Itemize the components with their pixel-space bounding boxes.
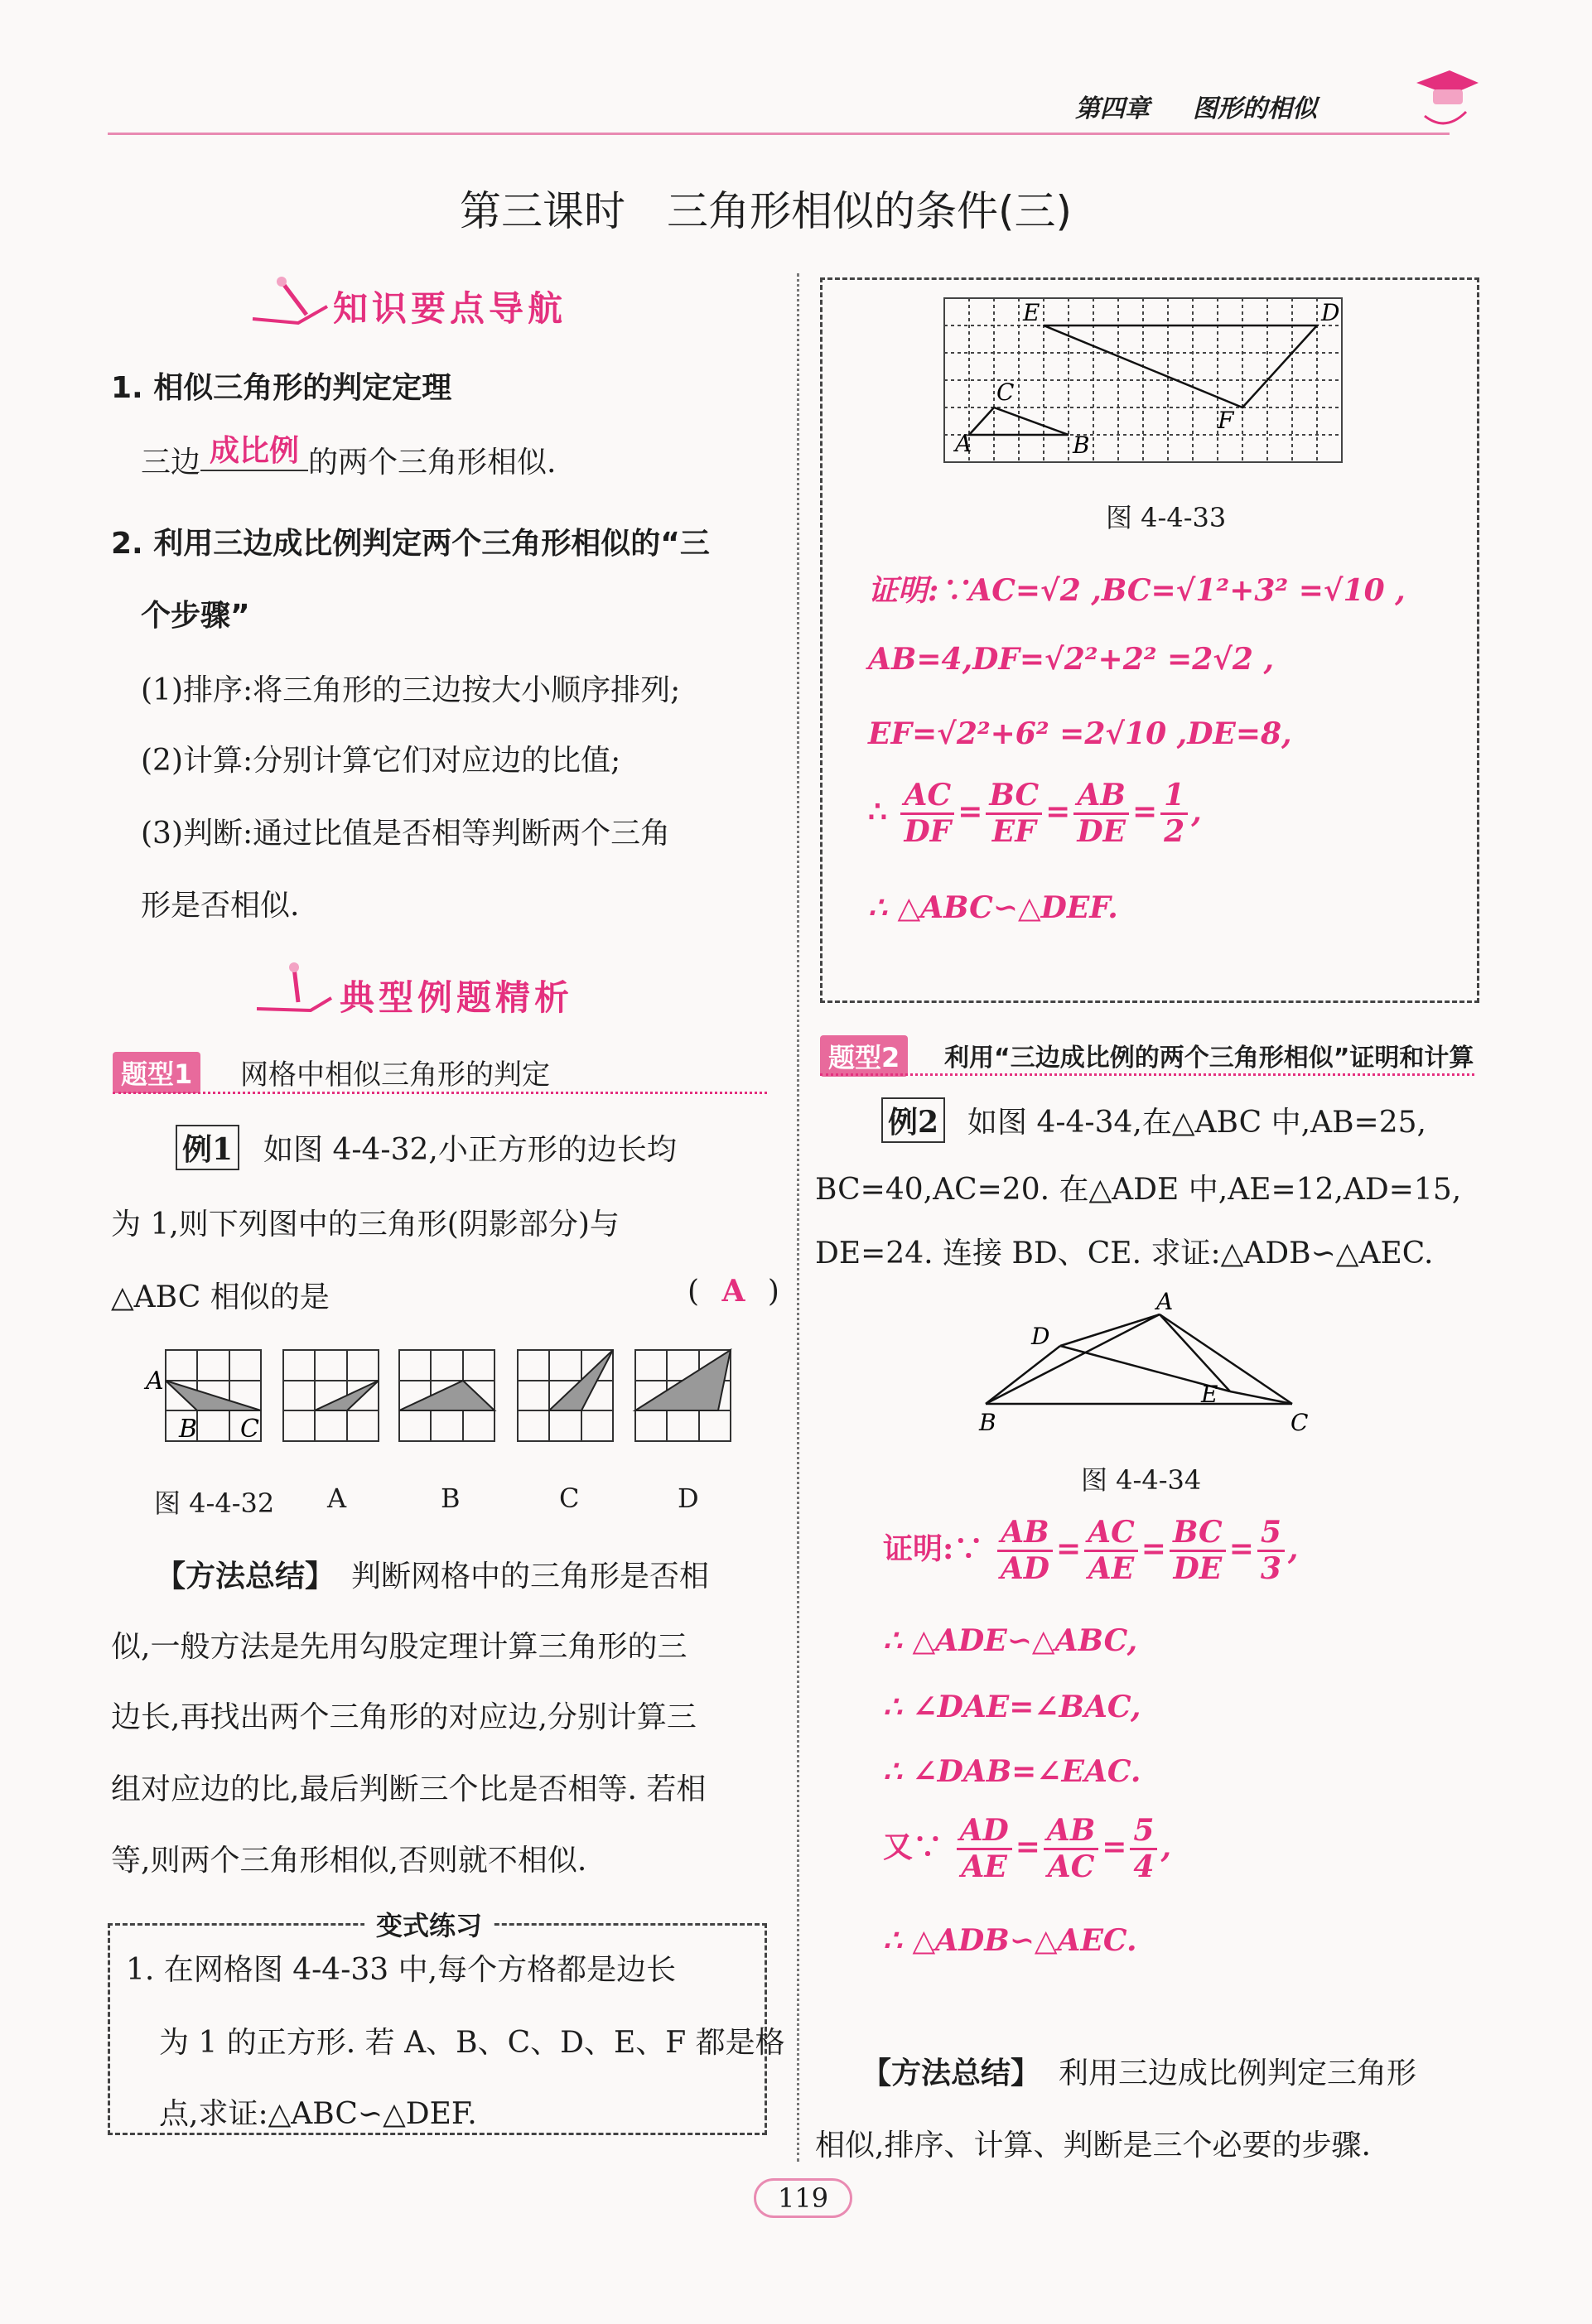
- k2-heading-a: 2. 利用三边成比例判定两个三角形相似的“三: [111, 527, 710, 561]
- page-number: 119: [754, 2178, 852, 2218]
- k1-fill-answer: 成比例: [200, 427, 308, 471]
- proof2-line1: 证明:∵ $\frac{AB}{AD}$ = $\frac{AC}{AE}$ = $\frac{BC}{DE}$ = $\frac{5}{3}$ ,: [883, 1515, 1299, 1587]
- ex1-answer-bracket: [687, 1274, 779, 1309]
- fig33-label-c: C: [996, 378, 1015, 406]
- fig34-caption: 图 4-4-34: [1081, 1464, 1202, 1496]
- fig33-caption: 图 4-4-33: [1106, 502, 1227, 533]
- examples-icon: [253, 961, 335, 1019]
- ex2-line2: BC=40,AC=20. 在△ADE 中,AE=12,AD=15,: [815, 1173, 1462, 1207]
- fig34-seg-ae: [1160, 1314, 1230, 1391]
- proof2-moreover: 又∵: [883, 1829, 943, 1864]
- proof2-frac6-num: AB: [1044, 1814, 1098, 1850]
- method2-label: 【方法总结】: [861, 2056, 1041, 2090]
- type1-underline: [113, 1092, 767, 1094]
- fig32-caption: 图 4-4-32: [154, 1487, 275, 1519]
- fig33-triangle-def: [1044, 325, 1317, 407]
- fig34-label-b: B: [979, 1409, 996, 1436]
- proof2-frac-bc-de: [1170, 1516, 1226, 1587]
- practice-line-2: 点,求证:△ABC∽△DEF.: [159, 2097, 477, 2131]
- k2-step3a: (3)判断:通过比值是否相等判断两个三角: [141, 817, 671, 851]
- method1-line-1: 似,一般方法是先用勾股定理计算三角形的三: [111, 1630, 687, 1664]
- proof1-frac4-den: 2: [1164, 814, 1185, 850]
- proof2-frac7-den: 4: [1133, 1849, 1155, 1885]
- proof2-frac4-den: 3: [1260, 1551, 1281, 1587]
- fig32-option-a-grid: [283, 1350, 379, 1441]
- ex1-line3: △ABC 相似的是: [111, 1280, 330, 1314]
- ex1-label: 例1: [176, 1125, 239, 1170]
- figure-4-4-33: [940, 294, 1354, 468]
- graduation-cap-icon: [1408, 58, 1483, 133]
- section-knowledge-title: 知识要点导航: [333, 288, 567, 329]
- type2-underline: [820, 1073, 1474, 1076]
- proof1-line3: EF=√2²+6² =2√10 ,DE=8,: [868, 716, 1292, 751]
- proof1-line5: ∴ △ABC∽△DEF.: [868, 890, 1118, 925]
- fig32-triangle-abc: [166, 1381, 261, 1410]
- fig32-label-b: B: [179, 1415, 198, 1444]
- proof2-line5: 又∵ $\frac{AD}{AE}$ = $\frac{AB}{AC}$ = $\frac{5}{4}$ ,: [883, 1813, 1172, 1885]
- header-rule: [108, 133, 1450, 135]
- practice-line-0: 1. 在网格图 4-4-33 中,每个方格都是边长: [126, 1953, 677, 1987]
- proof2-frac4-num: 5: [1257, 1516, 1285, 1552]
- section-examples-title: 典型例题精析: [340, 977, 574, 1018]
- fig34-seg-ab: [986, 1314, 1160, 1404]
- fig34-seg-ad: [1060, 1314, 1160, 1346]
- proof2-frac-ab-ad: [997, 1516, 1053, 1587]
- proof1-frac-ab-de: [1073, 779, 1129, 850]
- fig32-option-c-grid: [518, 1350, 613, 1441]
- proof1-line4: ∴ $\frac{AC}{DF}$ = $\frac{BC}{EF}$ = $\frac{AB}{DE}$ = $\frac{1}{2}$ ,: [868, 778, 1202, 850]
- fig32-label-a: A: [146, 1367, 164, 1396]
- fig32-option-c: C: [559, 1483, 580, 1514]
- proof2-frac7-num: 5: [1130, 1814, 1157, 1850]
- k2-heading-b: 个步骤”: [141, 599, 250, 633]
- proof2-frac2-den: AE: [1088, 1551, 1135, 1587]
- k1-heading: 1. 相似三角形的判定定理: [111, 371, 452, 405]
- proof1-frac1-num: AC: [900, 779, 954, 815]
- proof2-because: 证明:∵: [883, 1531, 984, 1566]
- ex1-answer-open: (: [687, 1275, 700, 1309]
- proof1-frac3-den: DE: [1077, 814, 1126, 850]
- header-chapter: 第四章: [1075, 94, 1150, 123]
- type1-tag: 题型1: [113, 1052, 200, 1093]
- type2-title: 利用“三边成比例的两个三角形相似”证明和计算: [944, 1044, 1474, 1073]
- fig33-label-e: E: [1023, 299, 1040, 326]
- fig32-label-c: C: [240, 1415, 259, 1444]
- fig34-label-a: A: [1156, 1288, 1174, 1315]
- proof2-line6: ∴ △ADB∽△AEC.: [883, 1923, 1137, 1958]
- fig34-label-c: C: [1290, 1409, 1309, 1436]
- fig32-option-b-grid: [399, 1350, 494, 1441]
- k1-sentence: [141, 433, 557, 483]
- proof1-frac3-num: AB: [1073, 779, 1129, 815]
- proof2-frac-5-4: [1130, 1814, 1157, 1885]
- column-divider: [797, 273, 799, 2162]
- proof2-frac-ad-ae: [957, 1814, 1012, 1885]
- k1-pre: 三边: [141, 446, 201, 480]
- k1-post: 的两个三角形相似.: [308, 446, 557, 480]
- k2-step2: (2)计算:分别计算它们对应边的比值;: [141, 744, 621, 778]
- header-topic: 图形的相似: [1193, 94, 1317, 123]
- proof1-frac-ac-df: [900, 779, 954, 850]
- proof1-therefore: ∴: [868, 793, 887, 829]
- fig34-seg-bd: [986, 1346, 1060, 1404]
- proof1-line1: 证明:∵AC=√2 ,BC=√1²+3² =√10 ,: [868, 573, 1406, 608]
- figure-4-4-34: [961, 1288, 1325, 1445]
- proof2-line4: ∴ ∠DAB=∠EAC.: [883, 1754, 1141, 1789]
- proof2-line2: ∴ △ADE∽△ABC,: [883, 1623, 1138, 1658]
- proof2-line3: ∴ ∠DAE=∠BAC,: [883, 1690, 1141, 1724]
- fig32-option-a: A: [327, 1483, 347, 1514]
- fig32-option-d-grid: [635, 1350, 731, 1441]
- method1-line-4: 等,则两个三角形相似,否则就不相似.: [111, 1844, 587, 1878]
- practice-line-1: 为 1 的正方形. 若 A、B、C、D、E、F 都是格: [159, 2026, 785, 2060]
- fig33-label-d: D: [1321, 299, 1340, 326]
- fig32-option-d: D: [678, 1483, 699, 1514]
- proof2-frac3-num: BC: [1170, 1516, 1226, 1552]
- proof1-frac2-den: EF: [991, 814, 1036, 850]
- pen-book-icon: [248, 273, 331, 331]
- fig34-label-e: E: [1201, 1381, 1218, 1408]
- proof1-frac2-num: BC: [986, 779, 1042, 815]
- type2-tag: 题型2: [820, 1035, 908, 1077]
- ex1-line1: 如图 4-4-32,小正方形的边长均: [263, 1133, 677, 1167]
- proof2-frac-5-3: [1257, 1516, 1285, 1587]
- proof1-frac-one-half: [1160, 779, 1188, 850]
- practice-label: 变式练习: [364, 1905, 494, 1943]
- figure-4-4-32: [141, 1342, 787, 1449]
- fig32-option-b: B: [441, 1483, 461, 1514]
- ex2-line3: DE=24. 连接 BD、CE. 求证:△ADB∽△AEC.: [815, 1237, 1434, 1270]
- proof1-line2: AB=4,DF=√2²+2² =2√2 ,: [868, 642, 1275, 677]
- proof2-frac1-den: AD: [1000, 1551, 1049, 1587]
- proof2-frac2-num: AC: [1084, 1516, 1138, 1552]
- method1-line-3: 组对应边的比,最后判断三个比是否相等. 若相: [111, 1772, 707, 1806]
- proof1-frac-bc-ef: [986, 779, 1042, 850]
- proof2-frac-ac-ae: [1084, 1516, 1138, 1587]
- fig33-label-a: A: [955, 430, 972, 457]
- fig33-label-b: B: [1073, 432, 1090, 459]
- method1-line-2: 边长,再找出两个三角形的对应边,分别计算三: [111, 1700, 697, 1734]
- ex2-label: 例2: [881, 1097, 945, 1143]
- proof2-frac3-den: DE: [1173, 1551, 1223, 1587]
- page-title: 第三课时 三角形相似的条件(三): [460, 187, 1073, 235]
- proof2-frac1-num: AB: [997, 1516, 1053, 1552]
- k2-step1: (1)排序:将三角形的三边按大小顺序排列;: [141, 673, 681, 707]
- type1-title: 网格中相似三角形的判定: [240, 1058, 550, 1092]
- proof2-frac5-num: AD: [957, 1814, 1012, 1850]
- proof2-frac6-den: AC: [1047, 1849, 1095, 1885]
- proof1-frac1-den: DF: [904, 814, 952, 850]
- method2-line1: 利用三边成比例判定三角形: [1059, 2056, 1417, 2090]
- ex2-line1: 如图 4-4-34,在△ABC 中,AB=25,: [967, 1106, 1426, 1140]
- proof2-frac5-den: AE: [961, 1849, 1007, 1885]
- method1-label: 【方法总结】: [156, 1560, 335, 1594]
- method1-line-0: 判断网格中的三角形是否相: [351, 1560, 710, 1594]
- proof2-frac-ab-ac: [1044, 1814, 1098, 1885]
- ex1-answer: A: [721, 1274, 745, 1309]
- ex1-line2: 为 1,则下列图中的三角形(阴影部分)与: [111, 1208, 620, 1242]
- fig34-label-d: D: [1031, 1323, 1050, 1350]
- proof1-frac4-num: 1: [1160, 779, 1188, 815]
- method2-line2: 相似,排序、计算、判断是三个必要的步骤.: [815, 2129, 1371, 2162]
- fig33-label-f: F: [1218, 407, 1234, 434]
- ex1-answer-close: ): [767, 1275, 779, 1309]
- k2-step3b: 形是否相似.: [141, 889, 300, 923]
